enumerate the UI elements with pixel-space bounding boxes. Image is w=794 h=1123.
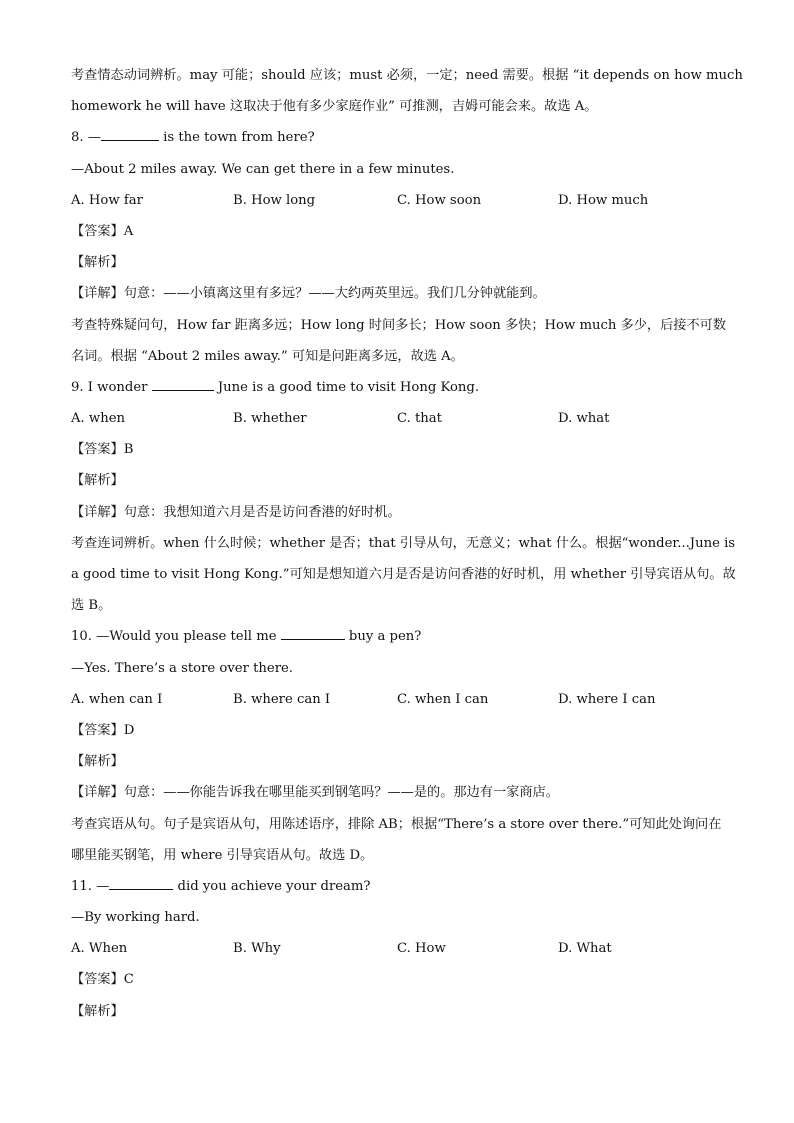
q11-option-c: C. How — [397, 941, 446, 957]
q11-stem — [71, 871, 721, 902]
q11-analysis-label: 【解析】 — [71, 1003, 124, 1019]
q9-option-b: B. whether — [233, 411, 307, 427]
q8-answer-value: A — [123, 223, 134, 239]
q8-explanation-2: 名词。根据 “About 2 miles away.” 可知是问距离多远，故选 A。 — [71, 348, 464, 364]
q9-option-c: C. that — [397, 411, 442, 427]
q9-explanation-3: 选 B。 — [71, 598, 112, 614]
q10-option-a: A. when can I — [71, 691, 163, 707]
q10-analysis-label: 【解析】 — [71, 754, 124, 770]
q9-option-a: A. when — [71, 411, 125, 427]
q11-stem-post: did you achieve your dream? — [173, 878, 371, 894]
q8-blank — [101, 126, 159, 141]
q9-stem — [71, 372, 721, 403]
q8-reply: —About 2 miles away. We can get there in a few minutes. — [71, 161, 455, 177]
q8-options — [71, 185, 721, 216]
q9-analysis-label: 【解析】 — [71, 473, 124, 489]
q10-reply: —Yes. There’s a store over there. — [71, 660, 294, 676]
q10-blank — [281, 625, 345, 640]
q8-stem-post: is the town from here? — [158, 130, 315, 146]
q10-detail-text: 句意：——你能告诉我在哪里能买到钢笔吗？——是的。那边有一家商店。 — [123, 785, 559, 801]
q9-stem-pre: 9. I wonder — [71, 379, 152, 395]
q10-option-c: C. when I can — [397, 691, 489, 707]
answer-label: 【答案】 — [71, 972, 124, 988]
q11-reply: —By working hard. — [71, 910, 200, 926]
q10-options — [71, 684, 721, 715]
document-page — [71, 60, 743, 1027]
answer-label: 【答案】 — [71, 442, 124, 458]
q11-answer — [71, 964, 721, 995]
q8-stem — [71, 122, 721, 153]
detail-label: 【详解】 — [71, 504, 124, 520]
q11-option-b: B. Why — [233, 941, 281, 957]
q8-answer — [71, 216, 721, 247]
q8-analysis-label: 【解析】 — [71, 255, 124, 271]
q9-answer — [71, 434, 721, 465]
answer-label: 【答案】 — [71, 223, 124, 239]
q8-option-b: B. How long — [233, 192, 316, 208]
q10-explanation-2: 哪里能买钢笔，用 where 引导宾语从句。故选 D。 — [71, 847, 374, 863]
answer-label: 【答案】 — [71, 722, 124, 738]
q9-blank — [152, 376, 214, 391]
detail-label: 【详解】 — [71, 785, 124, 801]
q10-option-d: D. where I can — [558, 691, 656, 707]
q9-option-d: D. what — [558, 411, 610, 427]
q9-explanation-2: a good time to visit Hong Kong.”可知是想知道六月是否是访问香港的好时机，用 whether 引导宾语从句。故 — [71, 567, 736, 582]
q10-stem-pre: 10. —Would you please tell me — [71, 629, 281, 645]
q10-answer — [71, 715, 721, 746]
q10-stem — [71, 621, 721, 652]
q8-stem-pre: 8. — — [71, 130, 101, 146]
q8-option-a: A. How far — [71, 192, 143, 208]
q10-stem-post: buy a pen? — [344, 629, 422, 645]
q10-option-b: B. where can I — [233, 691, 331, 707]
q8-option-d: D. How much — [558, 192, 649, 208]
q10-detail — [71, 777, 721, 808]
q9-options — [71, 403, 721, 434]
q8-detail-text: 句意：——小镇离这里有多远？——大约两英里远。我们几分钟就能到。 — [123, 286, 546, 302]
detail-label: 【详解】 — [71, 286, 124, 302]
q8-option-c: C. How soon — [397, 192, 482, 208]
q9-detail — [71, 497, 721, 528]
q9-stem-post: June is a good time to visit Hong Kong. — [213, 379, 480, 395]
q11-blank — [109, 875, 173, 890]
q11-option-d: D. What — [558, 941, 612, 957]
q11-stem-pre: 11. — — [71, 878, 110, 894]
q9-detail-text: 句意：我想知道六月是否是访问香港的好时机。 — [123, 504, 401, 520]
q11-options — [71, 933, 721, 964]
q8-detail — [71, 278, 721, 309]
q8-explanation-1: 考查特殊疑问句，How far 距离多远；How long 时间多长；How soon 多快；How much 多少，后接不可数 — [71, 317, 727, 333]
q10-answer-value: D — [123, 722, 135, 738]
q9-explanation-1: 考查连词辨析。when 什么时候；whether 是否；that 引导从句，无意义；what 什么。根据“wonder...June is — [71, 535, 736, 551]
intro-line-1: 考查情态动词辨析。may 可能；should 应该；must 必须，一定；need 需要。根据 “it depends on how much — [71, 68, 743, 83]
q10-explanation-1: 考查宾语从句。句子是宾语从句，用陈述语序，排除 AB；根据“There’s a store over there.”可知此处询问在 — [71, 816, 722, 832]
intro-line-2: homework he will have 这取决于他有多少家庭作业” 可推测，吉姆可能会来。故选 A。 — [71, 99, 598, 115]
q11-option-a: A. When — [71, 941, 128, 957]
q11-answer-value: C — [123, 972, 134, 988]
q9-answer-value: B — [123, 442, 134, 458]
